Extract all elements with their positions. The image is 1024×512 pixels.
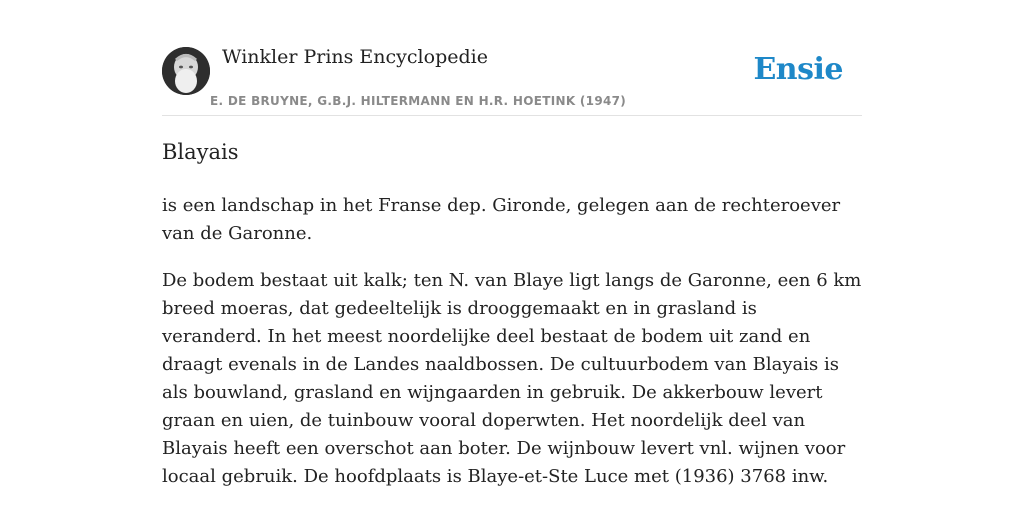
source-title: Winkler Prins Encyclopedie — [222, 46, 488, 68]
authors-line: E. DE BRUYNE, G.B.J. HILTERMANN EN H.R. HOETINK (1947) — [210, 94, 627, 108]
header-divider — [162, 115, 862, 116]
article-title: Blayais — [162, 140, 239, 164]
article-body — [162, 192, 862, 510]
ensie-logo-link[interactable]: Ensie — [753, 52, 843, 87]
author-portrait-avatar — [162, 47, 210, 95]
article-paragraph: is een landschap in het Franse dep. Gironde, gelegen aan de rechteroever van de Garonne. — [162, 195, 841, 244]
article-paragraph: De bodem bestaat uit kalk; ten N. van Blaye ligt langs de Garonne, een 6 km breed moeras, dat gedeeltelijk is drooggemaakt en in grasland is veranderd. In het meest noordelijke deel bestaat de bodem uit zand en draagt evenals in de Landes naaldbossen. De cultuurbodem van Blayais is als bouwland, grasland en wijngaarden in gebruik. De akkerbouw levert graan en uien, de tuinbouw vooral doperwten. Het noordelijk deel van Blayais heeft een overschot aan boter. De wijnbouw levert vnl. wijnen voor locaal gebruik. De hoofdplaats is Blaye-et-Ste Luce met (1936) 3768 inw. — [162, 270, 862, 487]
